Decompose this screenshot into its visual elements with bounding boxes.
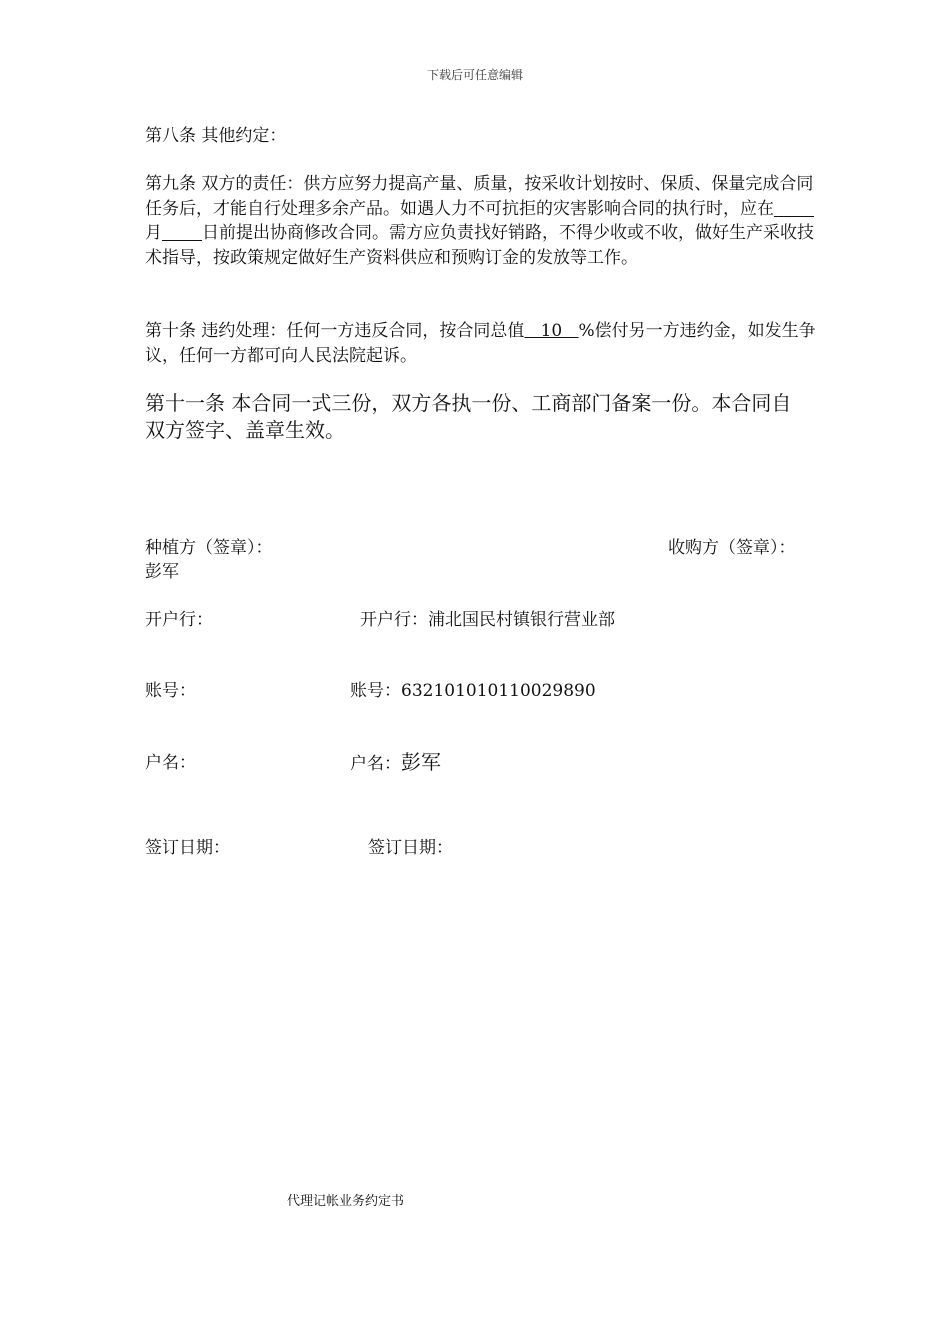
holder-left: 户名：	[145, 753, 196, 773]
clause-9-month: 月	[145, 223, 162, 243]
buyer-sign-label: 收购方（签章）：	[668, 538, 796, 558]
clause-10-text-a: 第十条 违约处理：任何一方违反合同，按合同总值	[145, 321, 525, 341]
clause-9-text-b: 日前提出协商修改合同。需方应负责找好销路，不得少收或不收，做好生产采收技术指导，按政策规定做好生产资料供应和预购订金的发放等工作。	[145, 223, 814, 268]
clause-10-text-b: %偿付另一方违约金，如发生争议，任何一方都可向人民法院起诉。	[145, 321, 816, 366]
bank-right: 开户行：浦北国民村镇银行营业部	[360, 610, 615, 630]
account-left: 账号：	[145, 681, 196, 701]
penalty-percent: 10	[524, 321, 579, 341]
buyer-name: 彭军	[145, 562, 179, 582]
holder-right	[350, 749, 441, 776]
clause-9	[145, 172, 825, 270]
clause-9-text-a: 第九条 双方的责任：供方应努力提高产量、质量，按采收计划按时、保质、保量完成合同任务后，才能自行处理多余产品。如遇人力不可抗拒的灾害影响合同的执行时，应在	[145, 174, 814, 219]
month-blank	[774, 199, 814, 217]
clause-10	[145, 319, 825, 368]
date-left: 签订日期：	[145, 838, 230, 858]
clause-11: 第十一条 本合同一式三份，双方各执一份、工商部门备案一份。本合同自双方签字、盖章生效。	[145, 391, 792, 442]
page-header: 下载后可任意编辑	[426, 68, 523, 82]
holder-right-label: 户名：	[350, 754, 401, 774]
account-right: 账号：632101010110029890	[350, 681, 596, 701]
holder-right-name: 彭军	[401, 750, 441, 774]
page-footer: 代理记帐业务约定书	[287, 1194, 405, 1209]
planter-sign-label: 种植方（签章）：	[145, 538, 273, 558]
bank-left: 开户行：	[145, 610, 213, 630]
day-blank	[162, 223, 202, 241]
date-right: 签订日期：	[368, 838, 453, 858]
clause-8: 第八条 其他约定：	[145, 126, 287, 146]
